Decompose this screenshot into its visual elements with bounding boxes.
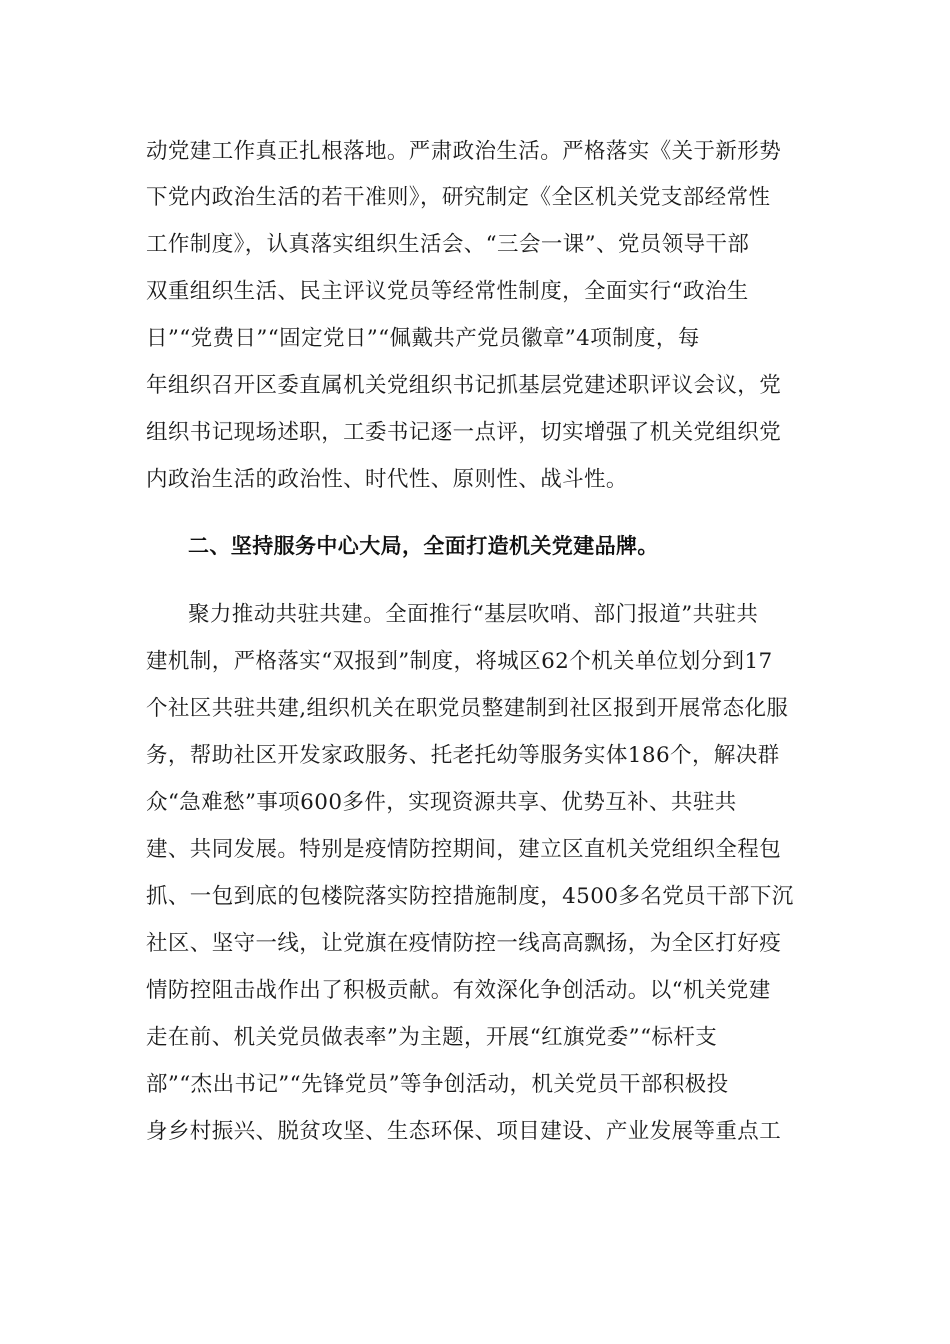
text-line: 年组织召开区委直属机关党组织书记抓基层党建述职评议会议，党 <box>146 373 782 398</box>
section-heading: 二、坚持服务中心大局，全面打造机关党建品牌。 <box>188 534 659 558</box>
text-line: 组织书记现场述职，工委书记逐一点评，切实增强了机关党组织党 <box>146 420 782 445</box>
text-line: 工作制度》，认真落实组织生活会、“三会一课”、党员领导干部 <box>146 232 750 257</box>
text-line: 众“急难愁”事项600多件，实现资源共享、优势互补、共驻共 <box>146 790 737 815</box>
text-line: 聚力推动共驻共建。全面推行“基层吹哨、部门报道”共驻共 <box>188 602 759 627</box>
text-line: 个社区共驻共建,组织机关在职党员整建制到社区报到开展常态化服 <box>146 696 789 721</box>
text-line: 日”“党费日”“固定党日”“佩戴共产党员徽章”4项制度，每 <box>146 326 700 351</box>
text-line: 下党内政治生活的若干准则》，研究制定《全区机关党支部经常性 <box>146 185 771 210</box>
text-line: 部”“杰出书记”“先锋党员”等争创活动，机关党员干部积极投 <box>146 1072 729 1097</box>
text-line: 建机制，严格落实“双报到”制度，将城区62个机关单位划分到17 <box>146 649 773 674</box>
text-line: 建、共同发展。特别是疫情防控期间，建立区直机关党组织全程包 <box>146 837 782 862</box>
text-line: 抓、一包到底的包楼院落实防控措施制度，4500多名党员干部下沉 <box>146 884 794 909</box>
text-line: 双重组织生活、民主评议党员等经常性制度，全面实行“政治生 <box>146 279 749 304</box>
text-line: 社区、坚守一线，让党旗在疫情防控一线高高飘扬，为全区打好疫 <box>146 931 782 956</box>
text-line: 身乡村振兴、脱贫攻坚、生态环保、项目建设、产业发展等重点工 <box>146 1119 782 1144</box>
text-line: 动党建工作真正扎根落地。严肃政治生活。严格落实《关于新形势 <box>146 139 782 164</box>
text-line: 走在前、机关党员做表率”为主题，开展“红旗党委”“标杆支 <box>146 1025 718 1050</box>
text-line: 内政治生活的政治性、时代性、原则性、战斗性。 <box>146 467 628 492</box>
text-line: 情防控阻击战作出了积极贡献。有效深化争创活动。以“机关党建 <box>146 978 771 1003</box>
text-line: 务，帮助社区开发家政服务、托老托幼等服务实体186个，解决群 <box>146 743 780 768</box>
